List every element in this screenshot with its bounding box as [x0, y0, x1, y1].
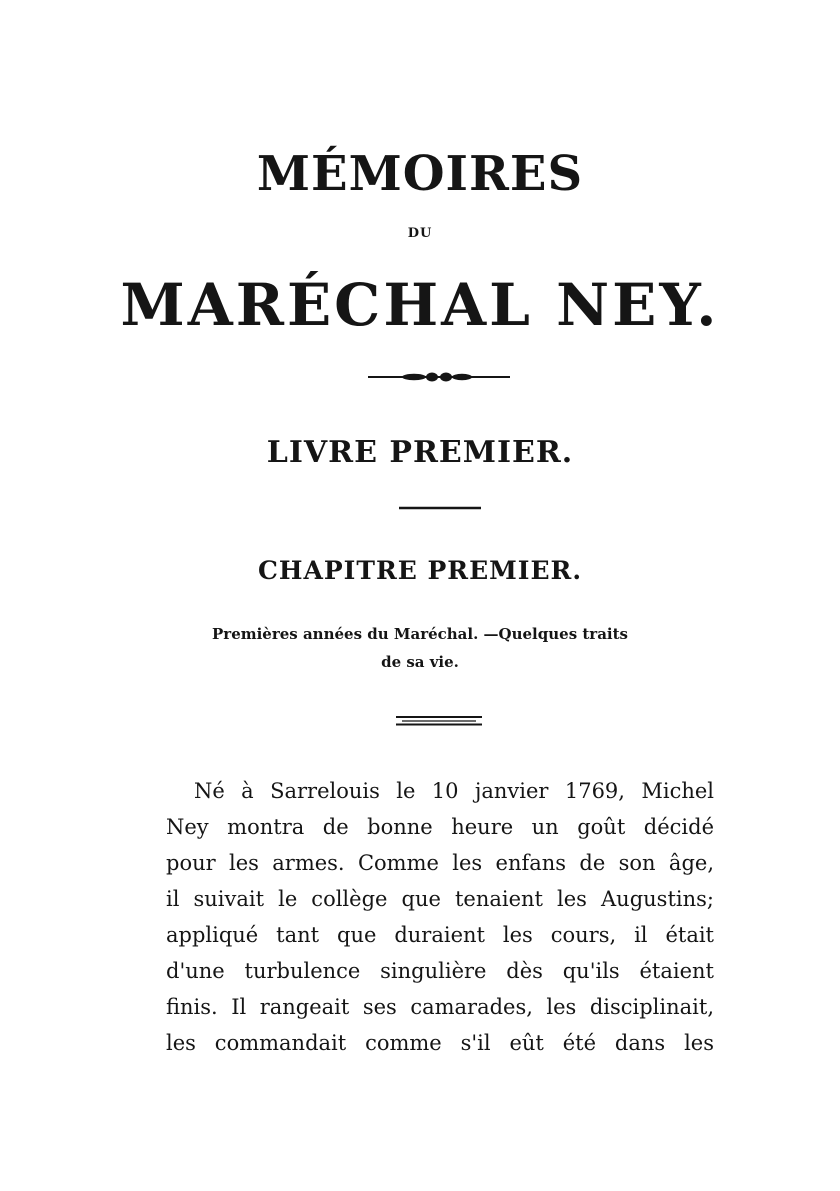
body-line: d'une turbulence singulière dès qu'ils étaient [166, 959, 714, 983]
chapter-heading: CHAPITRE PREMIER. [257, 556, 583, 585]
body-line: appliqué tant que duraient les cours, il était [166, 923, 714, 947]
title-du: DU [407, 226, 433, 241]
double-rule-icon [396, 714, 482, 726]
body-line: pour les armes. Comme les enfans de son âge, [166, 851, 714, 875]
body-line: il suivait le collège que tenaient les Augustins; [166, 887, 714, 911]
body-text [166, 773, 714, 1061]
book-heading: LIVRE PREMIER. [266, 435, 574, 470]
body-line: Né à Sarrelouis le 10 janvier 1769, Michel [194, 779, 714, 803]
title-marechal-ney: MARÉCHAL NEY. [120, 271, 720, 339]
short-rule-icon [399, 505, 481, 511]
body-line: les commandait comme s'il eût été dans les [166, 1031, 714, 1055]
chapter-summary [0, 620, 840, 676]
ornamental-rule-icon [368, 371, 510, 383]
title-memoires: MÉMOIRES [256, 146, 584, 202]
body-line: Ney montra de bonne heure un goût décidé [166, 815, 714, 839]
body-line: finis. Il rangeait ses camarades, les disciplinait, [166, 995, 714, 1019]
chapter-summary-line-1: Premières années du Maréchal. —Quelques traits [212, 625, 628, 643]
chapter-summary-line-2: de sa vie. [381, 653, 459, 671]
